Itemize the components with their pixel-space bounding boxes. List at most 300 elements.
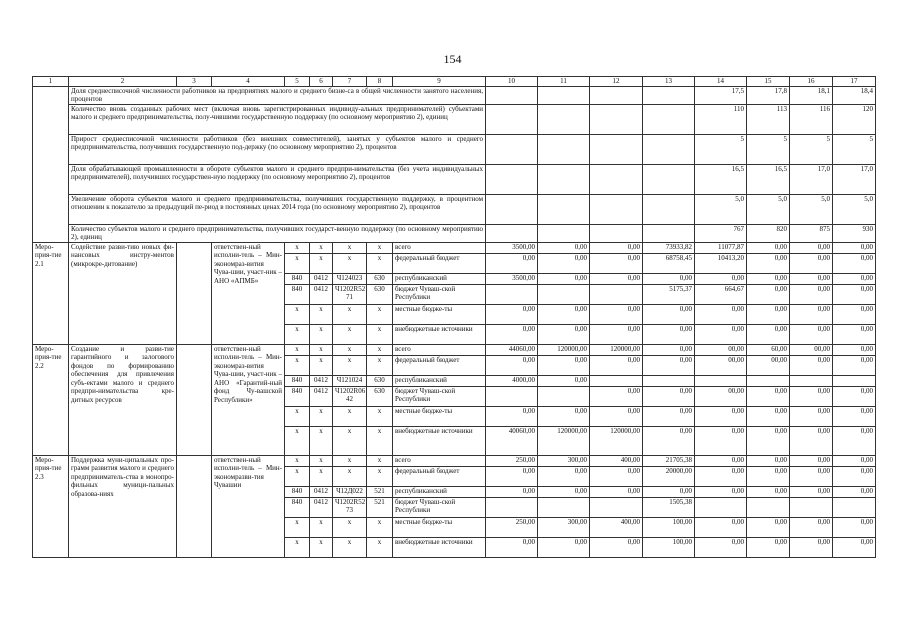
column-number: 6 [310,77,333,87]
column-number: 17 [833,77,876,87]
budget-code: х [367,517,393,537]
column-number: 11 [538,77,590,87]
budget-code: х [333,466,367,486]
amount: 73933,82 [643,242,695,253]
budget-code: х [367,406,393,426]
table-cell [486,194,538,224]
amount: 300,00 [538,455,590,466]
column-number: 3 [177,77,212,87]
amount: 0,00 [590,466,643,486]
indicator-value: 875 [790,224,833,242]
amount [590,497,643,517]
funding-source: бюджет Чуваш-ской Республики [393,284,486,304]
amount: 0,00 [747,324,790,344]
amount: 0,00 [833,304,876,324]
amount: 0,00 [486,537,538,557]
table-cell [486,224,538,242]
amount: 120000,00 [538,344,590,355]
amount: 0,00 [538,273,590,284]
budget-code: 630 [367,375,393,386]
amount: 5175,37 [643,284,695,304]
amount: 0,00 [833,386,876,406]
budget-code: Ч124023 [333,273,367,284]
amount: 0,00 [486,466,538,486]
budget-code: х [310,426,333,455]
amount [747,375,790,386]
amount: 0,00 [486,253,538,273]
indicator-value: 16,5 [747,164,790,194]
table-cell [538,104,590,134]
amount: 0,00 [833,466,876,486]
column-number: 7 [333,77,367,87]
amount: 21705,38 [643,455,695,466]
indicator-value: 5 [695,134,747,164]
budget-code: 521 [367,497,393,517]
amount: 0,00 [590,406,643,426]
budget-code: 0412 [310,273,333,284]
budget-code: х [310,344,333,355]
table-cell [177,455,212,557]
amount: 0,00 [538,406,590,426]
amount: 0,00 [790,242,833,253]
table-cell [643,194,695,224]
amount: 0,00 [590,304,643,324]
amount: 0,00 [643,344,695,355]
table-cell [590,134,643,164]
column-number: 9 [393,77,486,87]
column-number: 15 [747,77,790,87]
amount: 0,00 [486,355,538,375]
budget-code: х [310,537,333,557]
amount: 0,00 [643,304,695,324]
budget-code: Ч1202R06 42 [333,386,367,406]
amount: 0,00 [590,242,643,253]
indicator-value: 17,0 [790,164,833,194]
budget-code: х [333,517,367,537]
indicator-value: 17,5 [695,86,747,104]
indicator-value: 120 [833,104,876,134]
amount: 0,00 [747,386,790,406]
amount: 0,00 [695,537,747,557]
budget-code: 840 [285,273,310,284]
amount: 0,00 [695,324,747,344]
budget-code: 0412 [310,375,333,386]
funding-source: федеральный бюджет [393,355,486,375]
indicator-value: 17,0 [833,164,876,194]
budget-code: х [367,344,393,355]
budget-code: х [333,253,367,273]
measure-name: Содействие разви-тию новых фи-нансовых инстру-ментов (микрокре-дитование) [69,242,177,344]
table-cell [538,224,590,242]
budget-code: х [310,253,333,273]
amount: 0,00 [590,324,643,344]
indicator-value: 820 [747,224,790,242]
amount: 0,00 [643,426,695,455]
indicator-value: 110 [695,104,747,134]
indicator-text: Доля среднесписочной численности работников на предприятиях малого и среднего бизне-са в общей численности занятого населения, процентов [69,86,486,104]
budget-code: х [333,426,367,455]
funding-source: республиканский [393,375,486,386]
amount [590,375,643,386]
amount: 400,00 [590,517,643,537]
budget-code: х [333,344,367,355]
column-number: 2 [69,77,177,87]
indicator-row [33,164,876,194]
budget-code: 521 [367,486,393,497]
budget-code: х [285,455,310,466]
amount: 0,00 [747,273,790,284]
column-number: 16 [790,77,833,87]
measure-row [33,344,876,355]
indicator-value: 767 [695,224,747,242]
amount [833,375,876,386]
amount: 0,00 [695,304,747,324]
measure-label: Меро-прия-тие 2.1 [33,242,69,344]
amount: 0,00 [790,406,833,426]
amount: 0,00 [747,284,790,304]
indicator-value: 5 [790,134,833,164]
budget-code: х [310,304,333,324]
amount: 0,00 [747,466,790,486]
amount: 0,00 [747,517,790,537]
amount: 0,00 [538,375,590,386]
amount: 00,00 [695,386,747,406]
funding-source: бюджет Чуваш-ской Республики [393,497,486,517]
budget-code: х [285,517,310,537]
amount: 0,00 [790,284,833,304]
amount: 0,00 [747,253,790,273]
budget-code: х [285,304,310,324]
budget-code: х [310,517,333,537]
indicator-row [33,134,876,164]
table-cell [538,134,590,164]
budget-code: 0412 [310,386,333,406]
budget-code: х [285,406,310,426]
amount: 0,00 [790,537,833,557]
table-cell [643,164,695,194]
budget-code: х [285,253,310,273]
amount: 00,00 [747,355,790,375]
budget-code: х [333,304,367,324]
measure-executor: ответствен-ный исполни-тель – Мин-экономразви-тия Чувашии [212,455,285,557]
indicator-text: Количество вновь созданных рабочих мест (включая вновь зарегистрированных индивиду-альных предпринимателей) субъектами малого и среднего предпринимательства, полу-чившими государственную поддержку (по основному мероприятию 2), единиц [69,104,486,134]
column-number: 10 [486,77,538,87]
amount: 0,00 [790,455,833,466]
budget-code: х [367,253,393,273]
budget-code: х [333,406,367,426]
indicator-value: 5 [747,134,790,164]
indicator-value: 5 [833,134,876,164]
amount [747,497,790,517]
funding-source: внебюджетные источники [393,426,486,455]
amount: 0,00 [747,406,790,426]
table-cell [177,344,212,455]
amount: 0,00 [833,355,876,375]
funding-source: местные бюдже-ты [393,304,486,324]
budget-code: 840 [285,375,310,386]
amount: 0,00 [790,273,833,284]
amount [643,375,695,386]
amount: 0,00 [643,386,695,406]
page-number: 154 [443,52,462,66]
amount: 0,00 [486,406,538,426]
amount: 0,00 [747,537,790,557]
funding-source: местные бюдже-ты [393,406,486,426]
amount: 60,00 [747,344,790,355]
measure-label: Меро-прия-тие 2.2 [33,344,69,455]
budget-code: х [333,455,367,466]
amount: 00,00 [695,344,747,355]
amount: 0,00 [538,486,590,497]
indicator-row [33,224,876,242]
indicator-value: 16,5 [695,164,747,194]
amount: 0,00 [833,284,876,304]
indicator-row [33,194,876,224]
indicator-value: 18,1 [790,86,833,104]
column-number: 13 [643,77,695,87]
budget-code: Ч1202R52 71 [333,284,367,304]
budget-code: 840 [285,284,310,304]
funding-source: внебюджетные источники [393,324,486,344]
amount: 0,00 [590,537,643,557]
amount: 250,00 [486,517,538,537]
budget-code: 840 [285,497,310,517]
funding-source: бюджет Чуваш-ской Республики [393,386,486,406]
table-cell [33,194,69,224]
indicator-value: 5,0 [695,194,747,224]
table-cell [486,86,538,104]
indicator-row [33,104,876,134]
table-cell [643,104,695,134]
amount: 0,00 [833,486,876,497]
amount: 0,00 [695,466,747,486]
column-number: 4 [212,77,285,87]
measure-executor: ответствен-ный исполни-тель – Мин-экономраз-вития Чува-шии, участ-ник – АНО «Гарантий-ный фонд Чу-вашской Республики» [212,344,285,455]
budget-code: х [285,426,310,455]
funding-source: местные бюдже-ты [393,517,486,537]
amount: 0,00 [790,517,833,537]
amount: 0,00 [747,242,790,253]
amount: 0,00 [538,324,590,344]
amount [538,386,590,406]
amount: 68758,45 [643,253,695,273]
budget-code: х [367,426,393,455]
amount: 0,00 [790,304,833,324]
budget-code: х [333,242,367,253]
column-number: 5 [285,77,310,87]
header-row [33,77,876,87]
budget-code: Ч1202R52 73 [333,497,367,517]
table-cell [590,194,643,224]
amount: 0,00 [695,273,747,284]
amount: 0,00 [790,426,833,455]
amount: 0,00 [747,486,790,497]
budget-code: 0412 [310,486,333,497]
funding-source: всего [393,455,486,466]
funding-source: республиканский [393,486,486,497]
indicator-value: 17,8 [747,86,790,104]
amount: 0,00 [486,324,538,344]
measure-name: Создание и разви-тие гарантийного и залогового фондов по формированию обеспечения для привлечения субъ-ектами малого и среднего предпри-нимательства кре-дитных ресурсов [69,344,177,455]
amount: 0,00 [833,344,876,355]
amount: 0,00 [538,242,590,253]
amount: 0,00 [790,466,833,486]
indicator-text: Увеличение оборота субъектов малого и среднего предпринимательства, получивших государственную поддержку, в процентном отношении к показателю за предыдущий пе-риод в постоянных ценах 2014 года (по основному мероприятию 2), процентов [69,194,486,224]
column-number: 8 [367,77,393,87]
funding-source: республиканский [393,273,486,284]
budget-code: х [285,537,310,557]
amount [590,284,643,304]
indicator-value: 18,4 [833,86,876,104]
amount: 0,00 [833,324,876,344]
funding-source: всего [393,242,486,253]
amount: 0,00 [790,253,833,273]
budget-code: х [285,466,310,486]
amount: 120000,00 [590,426,643,455]
table-cell [643,224,695,242]
indicator-row [33,86,876,104]
budget-code: х [285,355,310,375]
amount: 0,00 [538,355,590,375]
indicator-value: 5,0 [833,194,876,224]
amount: 0,00 [590,253,643,273]
amount [538,284,590,304]
budget-code: х [333,324,367,344]
amount: 00,00 [790,344,833,355]
amount: 0,00 [833,273,876,284]
amount: 0,00 [538,466,590,486]
budget-code: 630 [367,386,393,406]
budget-code: х [310,355,333,375]
table-cell [33,104,69,134]
amount: 0,00 [833,426,876,455]
amount: 00,00 [695,355,747,375]
amount: 120000,00 [538,426,590,455]
amount: 40060,00 [486,426,538,455]
budget-code: х [367,455,393,466]
amount: 0,00 [833,406,876,426]
amount: 10413,20 [695,253,747,273]
amount: 0,00 [695,455,747,466]
amount: 1505,38 [643,497,695,517]
indicator-text: Количество субъектов малого и среднего предпринимательства, получивших государст-венную поддержку (по основному мероприятию 2), единиц [69,224,486,242]
amount: 3500,00 [486,273,538,284]
indicator-value: 5,0 [747,194,790,224]
amount: 0,00 [747,455,790,466]
amount: 0,00 [538,304,590,324]
measure-row [33,455,876,466]
amount: 0,00 [833,537,876,557]
amount: 4000,00 [486,375,538,386]
budget-code: х [367,466,393,486]
budget-code: 840 [285,386,310,406]
amount [486,284,538,304]
amount: 0,00 [695,406,747,426]
budget-code: х [310,242,333,253]
budget-code: х [310,455,333,466]
amount: 100,00 [643,537,695,557]
amount: 0,00 [643,355,695,375]
table-cell [590,224,643,242]
amount: 11077,87 [695,242,747,253]
table-cell [538,194,590,224]
table-cell [590,164,643,194]
amount [486,497,538,517]
measure-label: Меро-прия-тие 2.3 [33,455,69,557]
amount: 0,00 [833,517,876,537]
budget-code: х [333,537,367,557]
measure-row [33,242,876,253]
amount [790,375,833,386]
amount: 0,00 [590,386,643,406]
amount: 3500,00 [486,242,538,253]
budget-code: х [367,304,393,324]
amount: 0,00 [643,324,695,344]
table-cell [643,134,695,164]
budget-code: х [367,355,393,375]
amount [790,497,833,517]
amount: 100,00 [643,517,695,537]
column-number: 12 [590,77,643,87]
amount [486,386,538,406]
amount: 250,00 [486,455,538,466]
table-cell [486,134,538,164]
table-cell [590,104,643,134]
amount: 0,00 [790,324,833,344]
amount: 0,00 [790,355,833,375]
budget-code: х [310,324,333,344]
table-cell [33,86,69,104]
table-cell [486,104,538,134]
amount: 0,00 [643,406,695,426]
column-number: 14 [695,77,747,87]
amount: 20000,00 [643,466,695,486]
table-cell [33,134,69,164]
budget-code: 0412 [310,497,333,517]
amount [833,497,876,517]
amount [695,497,747,517]
amount: 0,00 [590,486,643,497]
indicator-text: Доля обрабатывающей промышленности в обороте субъектов малого и среднего предпри-нимательства (без учета индивидуальных предпринимателей), получивших государствен-ную поддержку (по основному мероприятию 2), процентов [69,164,486,194]
amount: 0,00 [643,273,695,284]
budget-code: Ч121024 [333,375,367,386]
amount: 0,00 [833,242,876,253]
measure-name: Поддержка муни-ципальных про-грамм развития малого и среднего предприниматель-ства в монопро-фильных муници-пальных образова-ниях [69,455,177,557]
amount: 664,67 [695,284,747,304]
table-cell [538,164,590,194]
amount: 0,00 [790,386,833,406]
table-cell [643,86,695,104]
budget-table [32,76,876,558]
budget-code: 630 [367,284,393,304]
indicator-text: Прирост среднесписочной численности работников (без внешних совместителей), занятых у субъектов малого и среднего предпринимательства, получивших государственную под-держку (по основному мероприятию 2), процентов [69,134,486,164]
table-cell [486,164,538,194]
table-cell [177,242,212,344]
budget-code: х [367,537,393,557]
amount: 120000,00 [590,344,643,355]
budget-code: 840 [285,486,310,497]
budget-code: х [285,344,310,355]
amount: 0,00 [833,253,876,273]
budget-code: Ч12Д022 [333,486,367,497]
amount: 0,00 [486,486,538,497]
table-cell [538,86,590,104]
budget-code: х [285,242,310,253]
funding-source: внебюджетные источники [393,537,486,557]
budget-code: х [367,242,393,253]
amount: 0,00 [695,517,747,537]
amount: 300,00 [538,517,590,537]
